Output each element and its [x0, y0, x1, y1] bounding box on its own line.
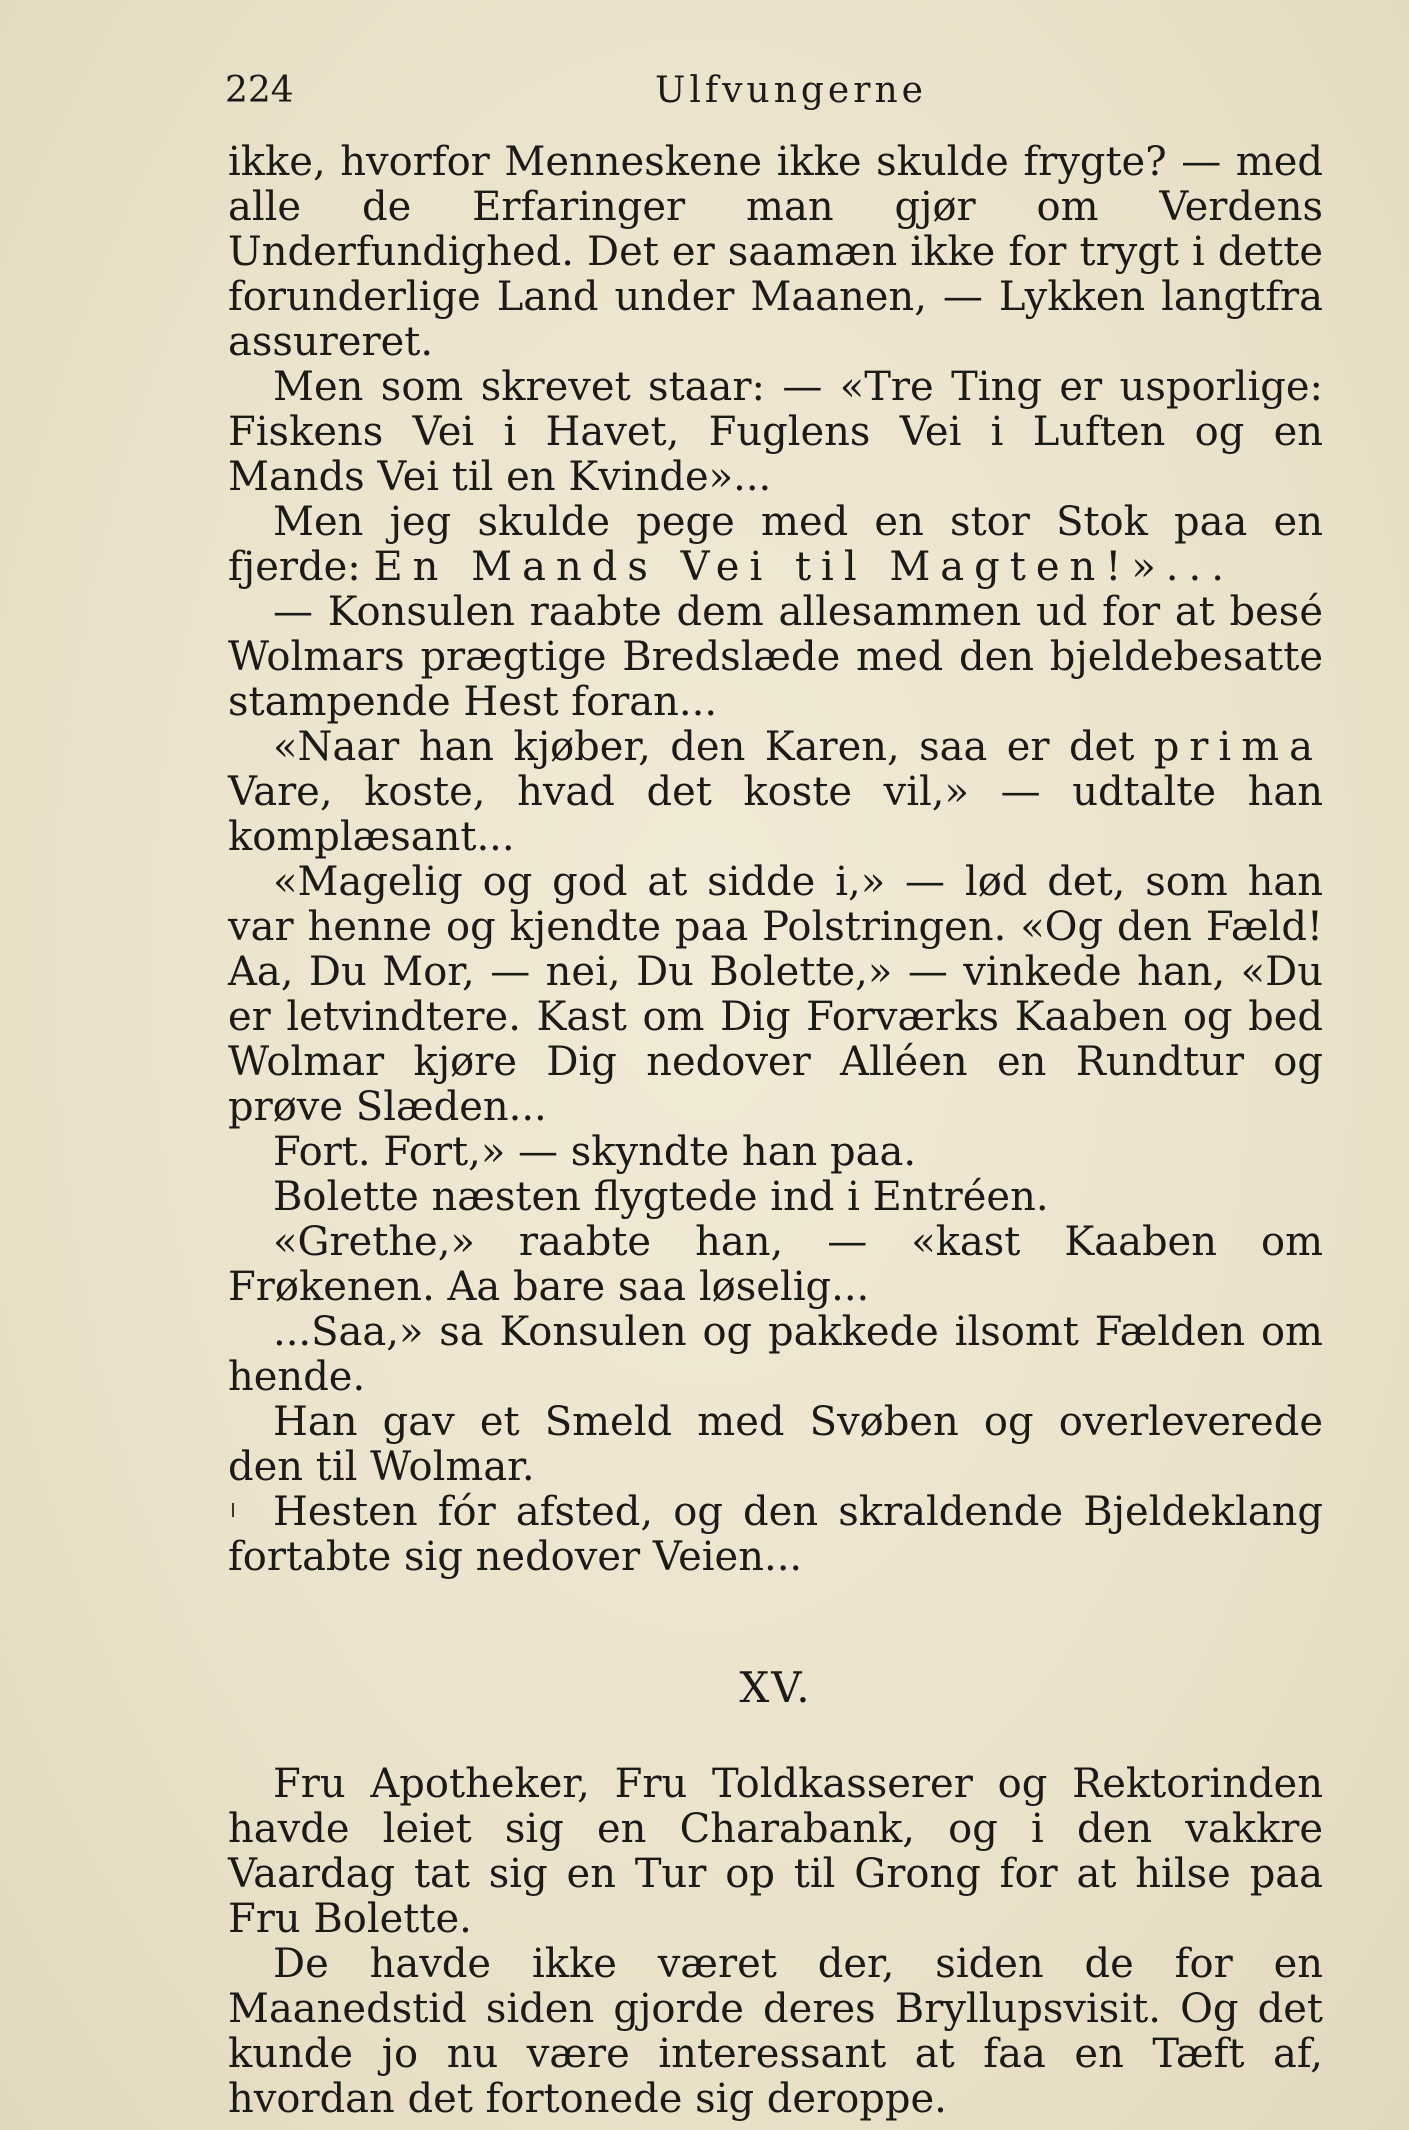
running-head	[225, 70, 1325, 120]
paragraph: Men som skrevet staar: — «Tre Ting er usporlige: Fiskens Vei i Havet, Fuglens Vei i Luften og en Mands Vei til en Kvinde»...	[228, 364, 1323, 500]
paragraph: — Konsulen raabte dem allesammen ud for at besé Wolmars prægtige Bredslæde med den bjeldebesatte stampende Hest foran...	[228, 589, 1323, 725]
paragraph: ikke, hvorfor Menneskene ikke skulde frygte? — med alle de Erfaringer man gjør om Verdens Underfundighed. Det er saamæn ikke for trygt i dette forunderlige Land under Maanen, — Lykken langtfra assureret.	[228, 139, 1323, 365]
paragraph-text: Men jeg skulde pege med en stor Stok paa en fjerde:	[228, 499, 1323, 590]
paragraph: Hesten fór afsted, og den skraldende Bjeldeklang fortabte sig nedover Veien...	[228, 1489, 1323, 1580]
body-text	[228, 140, 1323, 2122]
paragraph: Fru Apotheker, Fru Toldkasserer og Rektorinden havde leiet sig en Charabank, og i den vakkre Vaardag tat sig en Tur op til Grong for at hilse paa Fru Bolette.	[228, 1761, 1323, 1942]
paragraph	[228, 725, 1323, 860]
stray-print-mark	[232, 1503, 234, 1517]
paragraph: «Magelig og god at sidde i,» — lød det, som han var henne og kjendte paa Polstringen. «Og den Fæld! Aa, Du Mor, — nei, Du Bolette,» — vinkede han, «Du er letvindtere. Kast om Dig Forværks Kaaben og bed Wolmar kjøre Dig nedover Alléen en Rundtur og prøve Slæden...	[228, 859, 1323, 1130]
page-number: 224	[225, 70, 294, 111]
paragraph: De havde ikke været der, siden de for en Maanedstid siden gjorde deres Bryllupsvisit. Og det kunde jo nu være interessant at faa en Tæft af, hvordan det fortonede sig deroppe.	[228, 1941, 1323, 2122]
paragraph: Bolette næsten flygtede ind i Entréen.	[273, 1174, 1049, 1220]
paragraph-text: Vare, koste, hvad det koste vil,» — udtalte han komplæsant...	[228, 769, 1323, 860]
spaced-emphasis: En Mands Vei til Magten!»...	[373, 544, 1234, 590]
paragraph-text: «Naar han kjøber, den Karen, saa er det	[273, 724, 1135, 770]
paragraph	[228, 500, 1323, 590]
paragraph: «Grethe,» raabte han, — «kast Kaaben om Frøkenen. Aa bare saa løselig...	[228, 1219, 1323, 1310]
paragraph: ...Saa,» sa Konsulen og pakkede ilsomt Fælden om hende.	[228, 1309, 1323, 1400]
chapter-heading: XV.	[739, 1663, 812, 1712]
paragraph: Han gav et Smeld med Svøben og overleverede den til Wolmar.	[228, 1399, 1323, 1490]
book-title: Ulfvungerne	[655, 70, 927, 111]
paragraph: Fort. Fort,» — skyndte han paa.	[273, 1129, 917, 1175]
spaced-emphasis: prima	[1153, 724, 1323, 770]
